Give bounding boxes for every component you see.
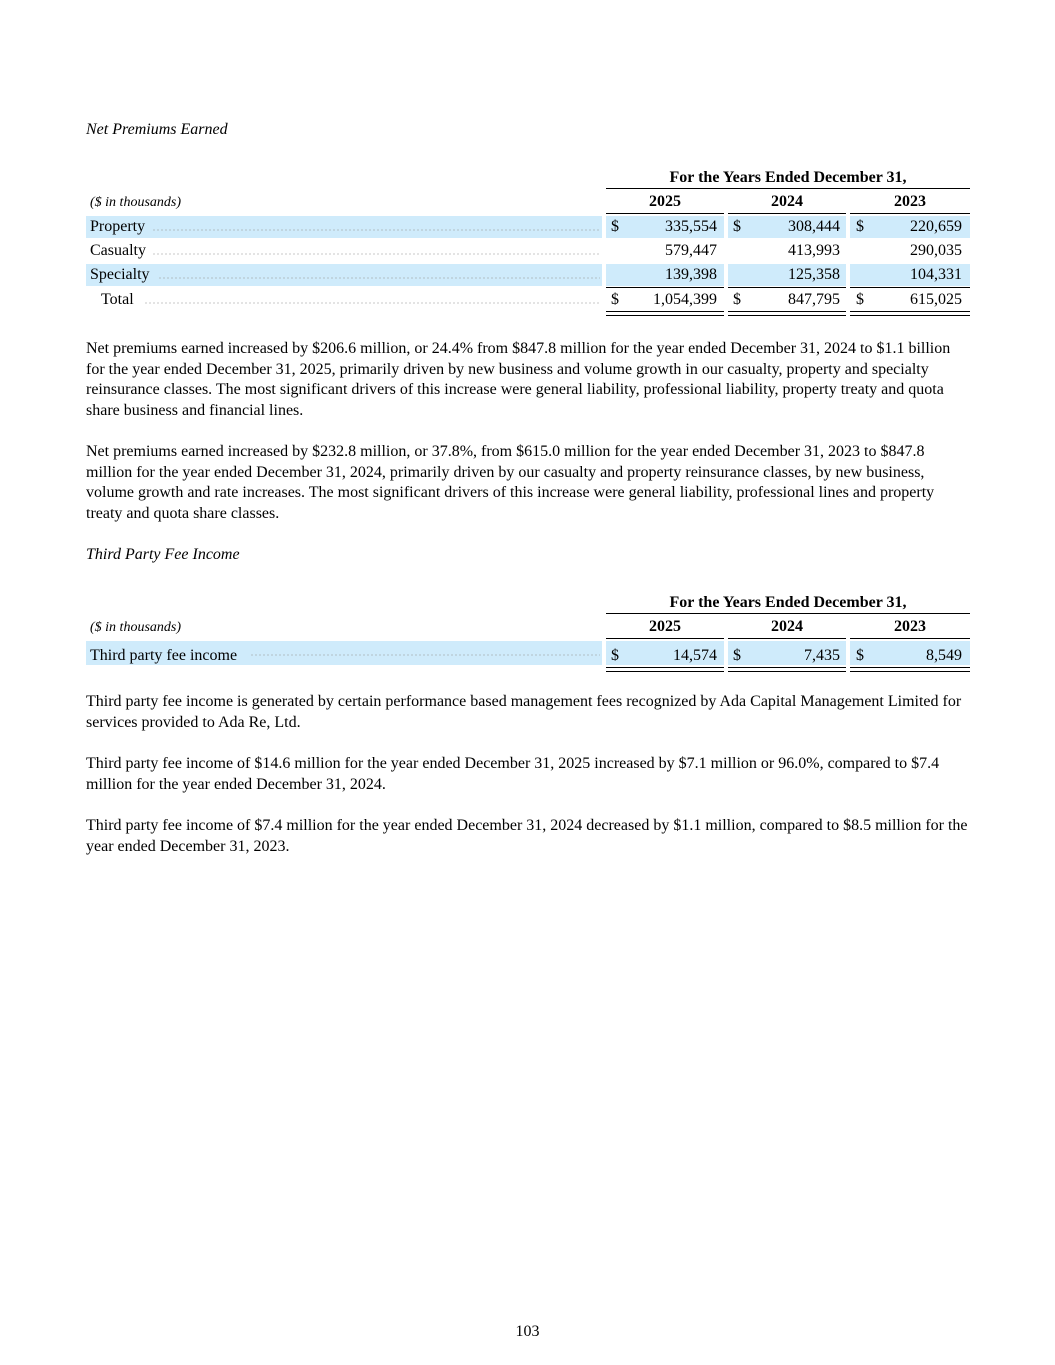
section-title-net-premiums: Net Premiums Earned (86, 121, 228, 138)
value-2025: 579,447 (665, 242, 717, 259)
value-2023: 290,035 (910, 242, 962, 259)
year-rule (606, 213, 724, 214)
total-double-rule (728, 667, 846, 672)
value-2024: 125,358 (788, 266, 840, 283)
subtotal-rule (850, 287, 970, 288)
row-label: Total (101, 291, 134, 308)
currency-symbol: $ (733, 218, 741, 235)
total-double-rule (606, 311, 724, 316)
value-2025: 1,054,399 (653, 291, 717, 308)
value-2023: 220,659 (910, 218, 962, 235)
value-2023: 615,025 (910, 291, 962, 308)
value-2025: 335,554 (665, 218, 717, 235)
table-row-specialty (86, 264, 970, 288)
year-rule (728, 638, 846, 639)
paragraph-fee-income-description: Third party fee income is generated by certain performance based management fees recognized by Ada Capital Management Limited for services provided to Ada Re, Ltd. (86, 693, 962, 731)
row-label: Casualty (90, 242, 146, 259)
currency-symbol: $ (611, 291, 619, 308)
row-label: Specialty (90, 266, 150, 283)
year-header-2023: 2023 (894, 193, 926, 210)
leader-dots (152, 253, 600, 255)
paragraph-net-premiums-2024: Net premiums earned increased by $232.8 million, or 37.8%, from $615.0 million for the year ended December 31, 2023 to $847.8 million for the year ended December 31, 2024, primarily driven by our casualty and property reinsurance classes, by new business, volume growth and rate increases. The most significant drivers of this increase were general liability, professional lines and property treaty and quota share classes. (86, 443, 935, 523)
table-row-third-party-fee-income (86, 641, 970, 665)
currency-symbol: $ (611, 218, 619, 235)
value-2024: 413,993 (788, 242, 840, 259)
subtotal-rule (728, 287, 846, 288)
year-rule (850, 638, 970, 639)
total-double-rule (606, 667, 724, 672)
value-2024: 308,444 (788, 218, 840, 235)
currency-symbol: $ (856, 291, 864, 308)
year-rule (850, 213, 970, 214)
value-2025: 14,574 (673, 647, 717, 664)
row-label: Third party fee income (90, 647, 238, 664)
table-row-total (86, 289, 970, 313)
total-double-rule (850, 667, 970, 672)
table-units-label: ($ in thousands) (90, 620, 181, 635)
year-rule (728, 213, 846, 214)
currency-symbol: $ (733, 291, 741, 308)
header-rule (606, 613, 970, 614)
paragraph-fee-income-2024: Third party fee income of $7.4 million for the year ended December 31, 2024 decreased by $1.1 million, compared to $8.5 million for the year ended December 31, 2023. (86, 817, 968, 855)
year-header-2024: 2024 (771, 193, 803, 210)
total-double-rule (850, 311, 970, 316)
table-row-property (86, 216, 970, 240)
page-number: 103 (515, 1323, 540, 1340)
value-2024: 847,795 (788, 291, 840, 308)
year-header-2025: 2025 (649, 193, 681, 210)
currency-symbol: $ (856, 647, 864, 664)
value-2025: 139,398 (665, 266, 717, 283)
year-rule (606, 638, 724, 639)
table-period-header: For the Years Ended December 31, (669, 169, 907, 186)
year-header-2023: 2023 (894, 618, 926, 635)
value-2023: 104,331 (910, 266, 962, 283)
total-double-rule (728, 311, 846, 316)
header-rule (606, 188, 970, 189)
row-label: Property (90, 218, 146, 235)
year-header-2024: 2024 (771, 618, 803, 635)
leader-dots (250, 654, 600, 656)
value-2024: 7,435 (804, 647, 840, 664)
currency-symbol: $ (733, 647, 741, 664)
table-period-header: For the Years Ended December 31, (669, 594, 907, 611)
paragraph-net-premiums-2025: Net premiums earned increased by $206.6 million, or 24.4% from $847.8 million for the year ended December 31, 2024 to $1.1 billion for the year ended December 31, 2025, primarily driven by new business and volume growth in our casualty, property and specialty reinsurance classes. The most significant drivers of this increase were general liability, professional liability, property treaty and quota share business and financial lines. (86, 340, 951, 420)
subtotal-rule (606, 287, 724, 288)
paragraph-fee-income-2025: Third party fee income of $14.6 million for the year ended December 31, 2025 increased by $7.1 million or 96.0%, compared to $7.4 million for the year ended December 31, 2024. (86, 755, 940, 793)
currency-symbol: $ (856, 218, 864, 235)
value-2023: 8,549 (926, 647, 962, 664)
year-header-2025: 2025 (649, 618, 681, 635)
leader-dots (144, 302, 600, 304)
table-row-casualty (86, 240, 970, 264)
section-title-third-party-fee: Third Party Fee Income (86, 546, 240, 563)
leader-dots (158, 277, 600, 279)
currency-symbol: $ (611, 647, 619, 664)
leader-dots (152, 229, 600, 231)
table-units-label: ($ in thousands) (90, 195, 181, 210)
